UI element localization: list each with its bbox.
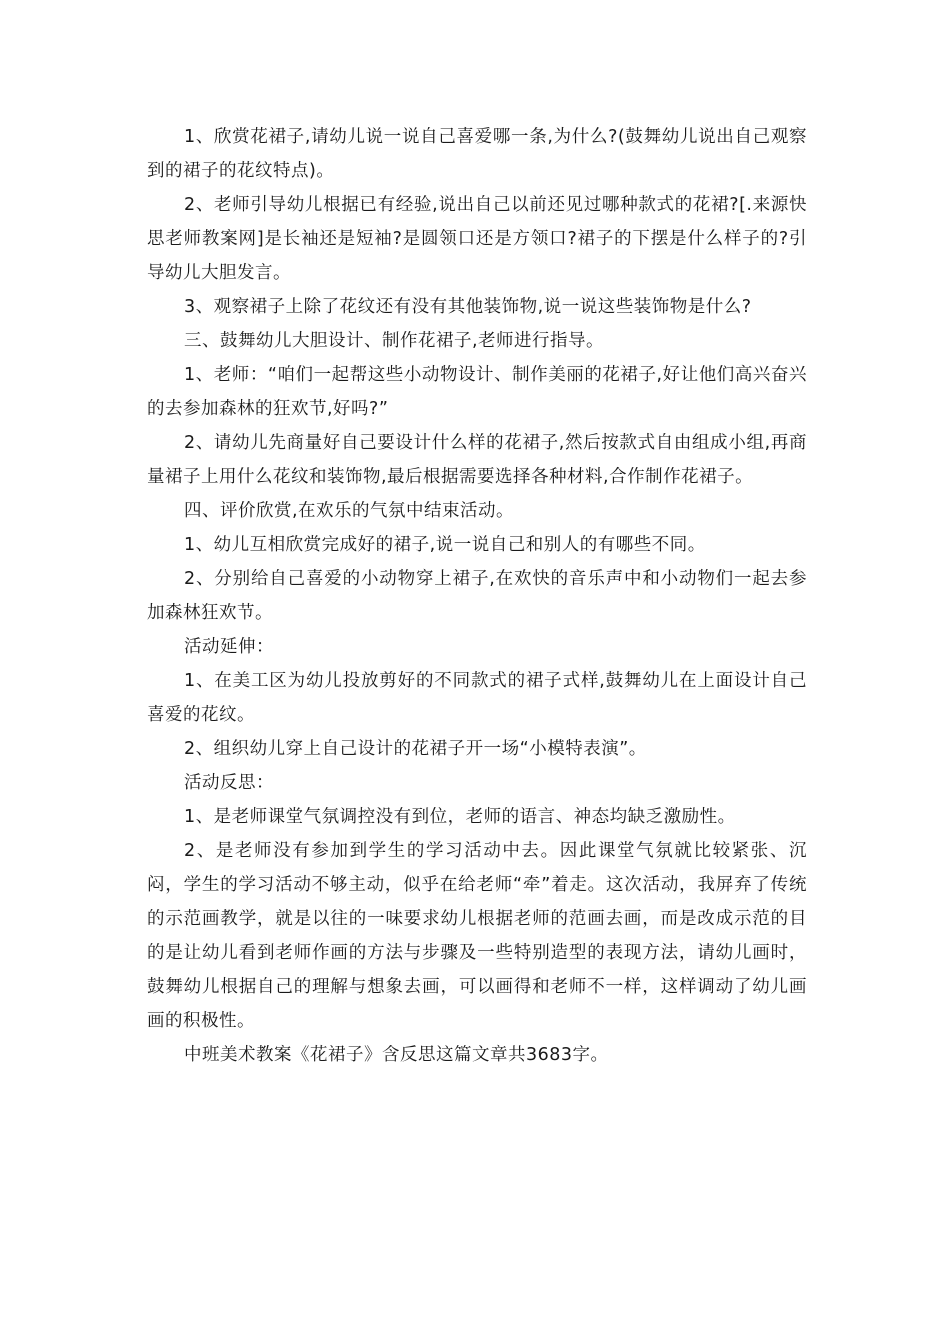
paragraph-reflection-two: 2、是老师没有参加到学生的学习活动中去。因此课堂气氛就比较紧张、沉闷，学生的学习活动不够主动，似乎在给老师“牵”着走。这次活动，我屏弃了传统的示范画教学，就是以往的一味要求幼儿根据老师的范画去画，而是改成示范的目的是让幼儿看到老师作画的方法与步骤及一些特别造型的表现方法，请幼儿画时，鼓舞幼儿根据自己的理解与想象去画，可以画得和老师不一样，这样调动了幼儿画画的积极性。 <box>147 841 807 1031</box>
section-heading-extension: 活动延伸： <box>184 637 274 657</box>
paragraph-teacher-quote: 1、老师：“咱们一起帮这些小动物设计、制作美丽的花裙子,好让他们高兴奋兴的去参加森林的狂欢节,好吗?” <box>147 365 807 419</box>
paragraph-dress-animals: 2、分别给自己喜爱的小动物穿上裙子,在欢快的音乐声中和小动物们一起去参加森林狂欢节。 <box>147 569 807 623</box>
document-body <box>147 120 807 1072</box>
section-heading-design: 三、鼓舞幼儿大胆设计、制作花裙子,老师进行指导。 <box>184 331 605 351</box>
paragraph-group-design: 2、请幼儿先商量好自己要设计什么样的花裙子,然后按款式自由组成小组,再商量裙子上用什么花纹和装饰物,最后根据需要选择各种材料,合作制作花裙子。 <box>147 433 807 487</box>
paragraph-art-area: 1、在美工区为幼儿投放剪好的不同款式的裙子式样,鼓舞幼儿在上面设计自己喜爱的花纹。 <box>147 671 807 725</box>
paragraph-observe-decorations: 3、观察裙子上除了花纹还有没有其他装饰物,说一说这些装饰物是什么? <box>184 297 752 317</box>
paragraph-reflection-one: 1、是老师课堂气氛调控没有到位，老师的语言、神态均缺乏激励性。 <box>184 807 736 827</box>
paragraph-word-count: 中班美术教案《花裙子》含反思这篇文章共3683字。 <box>184 1045 609 1065</box>
paragraph-teacher-guides: 2、老师引导幼儿根据已有经验,说出自己以前还见过哪种款式的花裙?[.来源快思老师教案网]是长袖还是短袖?是圆领口还是方领口?裙子的下摆是什么样子的?引导幼儿大胆发言。 <box>147 195 807 283</box>
section-heading-reflection: 活动反思： <box>184 773 274 793</box>
paragraph-fashion-show: 2、组织幼儿穿上自己设计的花裙子开一场“小模特表演”。 <box>184 739 647 759</box>
paragraph-appreciate-skirts: 1、欣赏花裙子,请幼儿说一说自己喜爱哪一条,为什么?(鼓舞幼儿说出自己观察到的裙子的花纹特点)。 <box>147 127 807 181</box>
section-heading-evaluate: 四、评价欣赏,在欢乐的气氛中结束活动。 <box>184 501 515 521</box>
paragraph-mutual-appreciation: 1、幼儿互相欣赏完成好的裙子,说一说自己和别人的有哪些不同。 <box>184 535 706 555</box>
